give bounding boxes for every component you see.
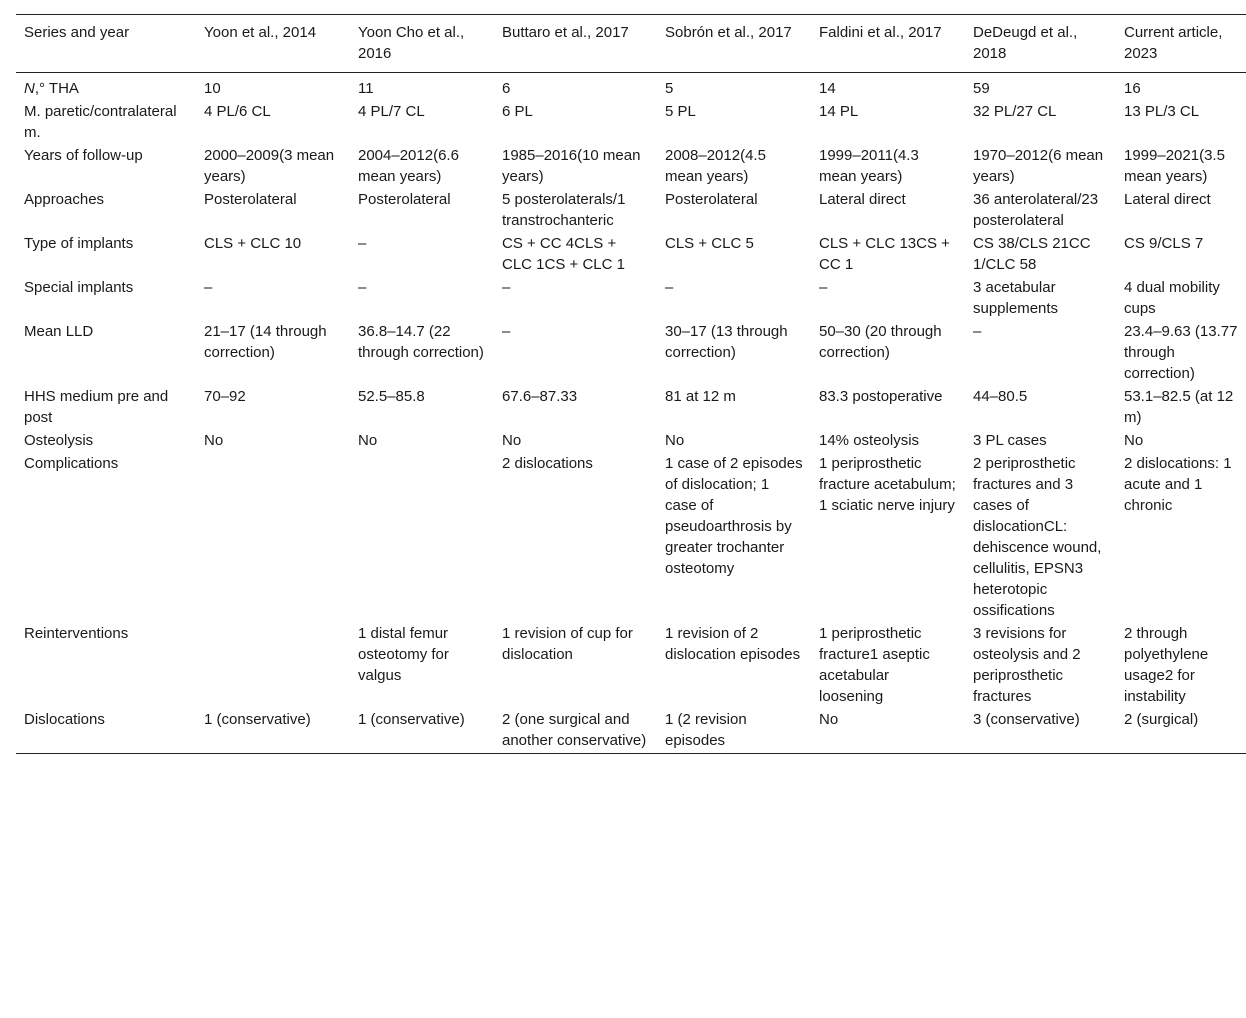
table-cell: – — [358, 235, 367, 252]
table-cell: – — [502, 279, 511, 296]
table-cell: CS 9/CLS 7 — [1124, 235, 1204, 252]
table-cell: 53.1–82.5 (at 12 m) — [1124, 388, 1234, 426]
table-cell: 14 — [819, 80, 836, 97]
table-cell: 70–92 — [204, 388, 246, 405]
table-cell: 16 — [1124, 80, 1141, 97]
table-cell: CLS + CLC 5 — [665, 235, 754, 252]
header-row — [16, 15, 1246, 73]
table-cell: 1999–2021(3.5 mean years) — [1124, 147, 1225, 185]
column-header: Faldini et al., 2017 — [819, 24, 942, 41]
table-cell: Lateral direct — [1124, 191, 1211, 208]
table-cell: 21–17 (14 through correction) — [204, 323, 327, 361]
table-cell: Lateral direct — [819, 191, 906, 208]
table-cell: 2 dislocations — [502, 455, 593, 472]
table-row — [16, 430, 1246, 453]
column-header: Yoon Cho et al., 2016 — [358, 24, 465, 62]
table-cell: 1985–2016(10 mean years) — [502, 147, 641, 185]
table-row — [16, 453, 1246, 623]
table-cell: – — [358, 279, 367, 296]
table-cell: No — [358, 432, 378, 449]
table-cell: 1 distal femur osteotomy for valgus — [358, 625, 449, 684]
table-cell: – — [204, 279, 213, 296]
table-cell: 6 PL — [502, 103, 533, 120]
column-header: Current article, 2023 — [1124, 24, 1223, 62]
table-cell: 1970–2012(6 mean years) — [973, 147, 1104, 185]
table-cell: 2 (surgical) — [1124, 711, 1199, 728]
table-cell: 4 PL/6 CL — [204, 103, 271, 120]
row-label: Osteolysis — [24, 432, 94, 449]
table-cell: No — [502, 432, 522, 449]
row-label-italic: N — [24, 80, 35, 97]
column-header: Buttaro et al., 2017 — [502, 24, 629, 41]
table-cell: 14% osteolysis — [819, 432, 920, 449]
table-cell: 81 at 12 m — [665, 388, 736, 405]
table-cell: 83.3 postoperative — [819, 388, 943, 405]
table-cell: 4 dual mobility cups — [1124, 279, 1220, 317]
table-cell: 1 case of 2 episodes of dislocation; 1 case of pseudoarthrosis by greater trochanter osteotomy — [665, 455, 803, 577]
table-row — [16, 709, 1246, 754]
table-row — [16, 277, 1246, 321]
table-cell: 3 revisions for osteolysis and 2 periprosthetic fractures — [973, 625, 1081, 705]
table-cell: 10 — [204, 80, 221, 97]
row-label: Reinterventions — [24, 625, 129, 642]
row-label: Years of follow-up — [24, 147, 143, 164]
table-cell: Posterolateral — [358, 191, 451, 208]
table-cell — [350, 453, 494, 623]
table-cell: 2000–2009(3 mean years) — [204, 147, 335, 185]
table-cell: – — [502, 323, 511, 340]
table-cell — [196, 623, 350, 709]
table-row — [16, 145, 1246, 189]
row-label: Approaches — [24, 191, 105, 208]
table-cell: 2 periprosthetic fractures and 3 cases of dislocationCL: dehiscence wound, cellulitis, EPSN3 heterotopic ossifications — [973, 455, 1102, 619]
table-cell: 32 PL/27 CL — [973, 103, 1057, 120]
table-row — [16, 73, 1246, 102]
table-cell: – — [973, 323, 982, 340]
table-cell: – — [819, 279, 828, 296]
table-cell: 5 posterolaterals/1 transtrochanteric — [502, 191, 626, 229]
row-label — [16, 73, 196, 102]
table-cell: 11 — [358, 80, 374, 97]
table-cell: 5 PL — [665, 103, 696, 120]
table-cell: 2 through polyethylene usage2 for instability — [1124, 625, 1209, 705]
row-label: Dislocations — [24, 711, 105, 728]
table-body — [16, 73, 1246, 754]
table-header — [16, 15, 1246, 73]
table-cell: Posterolateral — [204, 191, 297, 208]
table-cell: 2008–2012(4.5 mean years) — [665, 147, 766, 185]
table-cell: 4 PL/7 CL — [358, 103, 425, 120]
table-row — [16, 623, 1246, 709]
table-cell: 6 — [502, 80, 511, 97]
table-cell: 1 (conservative) — [204, 711, 311, 728]
table-cell: 2 dislocations: 1 acute and 1 chronic — [1124, 455, 1232, 514]
table-cell: CS 38/CLS 21CC 1/CLC 58 — [973, 235, 1091, 273]
table-cell: 23.4–9.63 (13.77 through correction) — [1124, 323, 1238, 382]
table-cell: 1 periprosthetic fracture acetabulum; 1 sciatic nerve injury — [819, 455, 956, 514]
row-label: Mean LLD — [24, 323, 94, 340]
table-cell: 30–17 (13 through correction) — [665, 323, 788, 361]
table-cell: 2 (one surgical and another conservative) — [502, 711, 647, 749]
table-cell: 59 — [973, 80, 990, 97]
table-cell: 1999–2011(4.3 mean years) — [819, 147, 919, 185]
table-cell: Posterolateral — [665, 191, 758, 208]
table-cell: 36 anterolateral/23 posterolateral — [973, 191, 1099, 229]
table-cell: 1 revision of cup for dislocation — [502, 625, 633, 663]
column-header: Sobrón et al., 2017 — [665, 24, 792, 41]
table-cell: CLS + CLC 10 — [204, 235, 302, 252]
column-header: DeDeugd et al., 2018 — [973, 24, 1078, 62]
table-cell: No — [1124, 432, 1144, 449]
table-cell: 13 PL/3 CL — [1124, 103, 1200, 120]
table-cell: 3 acetabular supplements — [973, 279, 1059, 317]
row-label: Type of implants — [24, 235, 134, 252]
table-row — [16, 101, 1246, 145]
row-label-rest: ,° THA — [34, 80, 79, 97]
table-cell: 1 revision of 2 dislocation episodes — [665, 625, 801, 663]
row-label: M. paretic/contralateral m. — [24, 103, 177, 141]
table-cell: 1 (2 revision episodes — [665, 711, 747, 749]
table-row — [16, 386, 1246, 430]
table-cell: CLS + CLC 13CS + CC 1 — [819, 235, 950, 273]
row-label: Complications — [24, 455, 119, 472]
table-cell: CS + CC 4CLS + CLC 1CS + CLC 1 — [502, 235, 625, 273]
table-cell: 50–30 (20 through correction) — [819, 323, 942, 361]
table-cell: No — [819, 711, 839, 728]
column-header: Series and year — [24, 24, 130, 41]
table-cell: 3 PL cases — [973, 432, 1047, 449]
row-label: Special implants — [24, 279, 134, 296]
table-cell: 3 (conservative) — [973, 711, 1080, 728]
table-cell: 1 periprosthetic fracture1 aseptic acetabular loosening — [819, 625, 930, 705]
table-cell: No — [665, 432, 685, 449]
table-cell: 5 — [665, 80, 674, 97]
table-row — [16, 189, 1246, 233]
table-row — [16, 233, 1246, 277]
table-cell: No — [204, 432, 224, 449]
table-cell: 44–80.5 — [973, 388, 1028, 405]
table-cell: 67.6–87.33 — [502, 388, 578, 405]
table-cell: 2004–2012(6.6 mean years) — [358, 147, 459, 185]
table-cell: – — [665, 279, 674, 296]
row-label: HHS medium pre and post — [24, 388, 169, 426]
comparison-table — [16, 14, 1246, 754]
column-header: Yoon et al., 2014 — [204, 24, 317, 41]
table-cell — [196, 453, 350, 623]
table-cell: 1 (conservative) — [358, 711, 465, 728]
table-row — [16, 321, 1246, 386]
table-cell: 52.5–85.8 — [358, 388, 425, 405]
table-cell: 36.8–14.7 (22 through correction) — [358, 323, 484, 361]
table-cell: 14 PL — [819, 103, 859, 120]
